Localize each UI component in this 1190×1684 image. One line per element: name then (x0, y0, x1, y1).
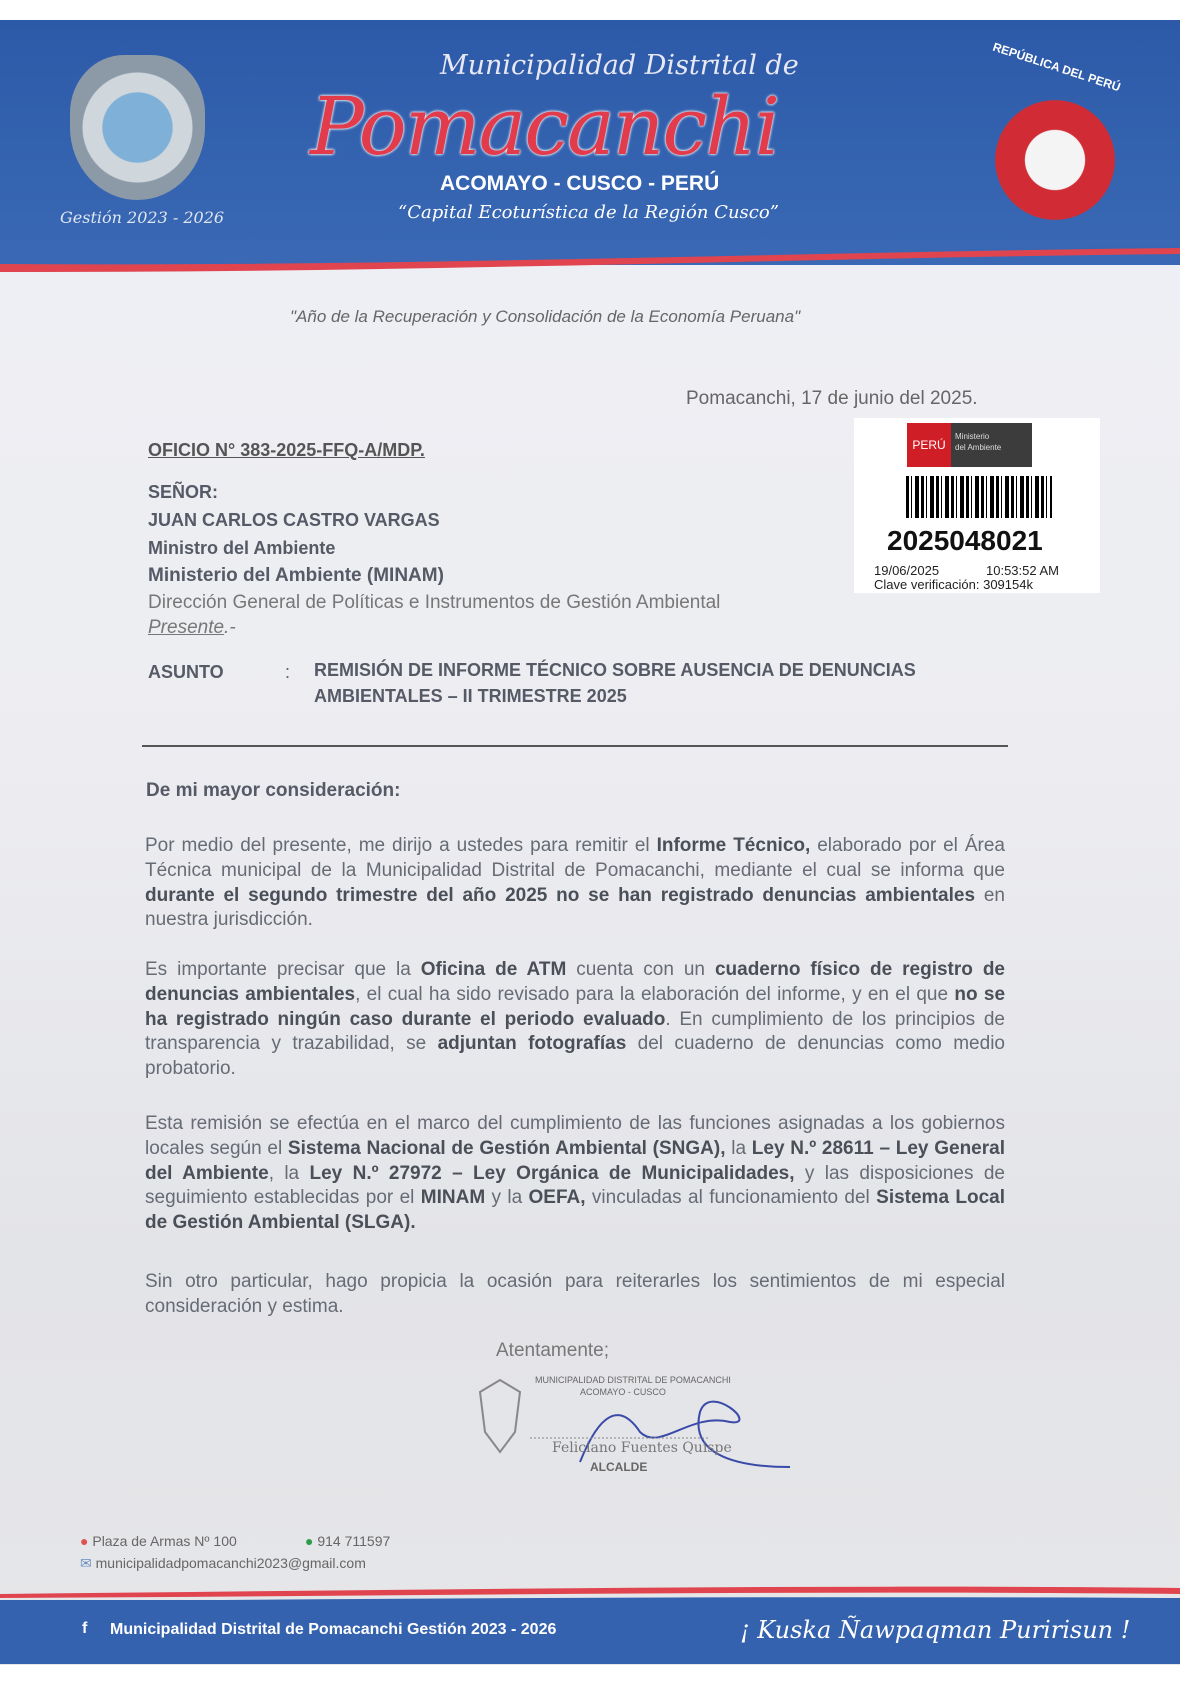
peru-coat-of-arms-icon (995, 100, 1115, 220)
municipality-prefix: Municipalidad Distrital de (440, 50, 799, 81)
barcode-icon (906, 476, 1052, 518)
municipality-name: Pomacanchi (310, 80, 779, 173)
bold-text-segment: Ley N.º 28611 – Ley General del Ambiente (145, 1137, 1005, 1184)
body-paragraph-4 (145, 1270, 1005, 1320)
bold-text-segment: Sistema Local de Gestión Ambiental (SLGA). (145, 1187, 1005, 1234)
text-segment: elaborado por el Área Técnica municipal de la Municipalidad Distrital de Pomacanchi, mediante el cual se informa que (145, 835, 1005, 881)
asunto-line1: REMISIÓN DE INFORME TÉCNICO SOBRE AUSENCIA DE DENUNCIAS (314, 660, 916, 680)
letterhead (0, 20, 1180, 265)
registration-number: 2025048021 (887, 525, 1043, 556)
facebook-icon: f (82, 1620, 88, 1637)
whatsapp-icon: ● (305, 1533, 314, 1549)
bold-text-segment: cuaderno físico de registro de denuncias ambientales (145, 959, 1005, 1005)
footer-band (0, 1600, 1180, 1664)
text-segment: y la (485, 1187, 529, 1209)
municipal-crest-icon (70, 55, 205, 200)
signer-name: Feliciano Fuentes Quispe (552, 1440, 732, 1456)
recipient-institution: Ministerio del Ambiente (MINAM) (148, 565, 444, 586)
text-segment: cuenta con un (566, 959, 715, 980)
body-paragraph-3 (145, 1112, 1005, 1236)
verification-code: Clave verificación: 309154k (874, 577, 1033, 592)
header-wave-divider (0, 240, 1180, 285)
body-paragraph-1 (145, 834, 1005, 933)
bold-text-segment: no se ha registrado ningún caso durante el periodo evaluado (145, 983, 1006, 1030)
year-motto: "Año de la Recuperación y Consolidación de la Economía Peruana" (290, 307, 801, 326)
text-segment: en nuestra jurisdicción. (145, 884, 1005, 931)
signature-block (470, 1372, 790, 1482)
logo-ministry-line1: Ministerio (955, 432, 990, 441)
text-segment: y las disposiciones de seguimiento establecidas por el (145, 1162, 1005, 1209)
text-segment: la (725, 1137, 752, 1159)
footer-left-text: Municipalidad Distrital de Pomacanchi Gestión 2023 - 2026 (110, 1621, 557, 1638)
recipient-directorate: Dirección General de Políticas e Instrumentos de Gestión Ambiental (148, 592, 721, 613)
presente-suffix: .- (224, 617, 236, 638)
ministry-logo (907, 423, 1032, 467)
recipient-name: JUAN CARLOS CASTRO VARGAS (148, 510, 440, 530)
email: municipalidadpomacanchi2023@gmail.com (95, 1555, 366, 1571)
salutation: SEÑOR: (148, 482, 219, 502)
logo-ministry-line2: del Ambiente (955, 443, 1002, 452)
asunto-label: ASUNTO (148, 662, 224, 682)
reception-stamp (854, 418, 1100, 593)
presente: Presente (148, 617, 225, 638)
gestion-label: Gestión 2023 - 2026 (60, 208, 225, 227)
text-segment: Es importante precisar que la (145, 959, 421, 980)
text-segment: , la (268, 1162, 310, 1184)
footer-motto: ¡ Kuska Ñawpaqman Puririsun ! (740, 1616, 1131, 1644)
body-paragraph-2 (145, 958, 1005, 1082)
stamp-date: 19/06/2025 (874, 563, 940, 578)
text-segment: del cuaderno de denuncias como medio probatorio. (145, 1033, 1005, 1080)
bold-text-segment: MINAM (420, 1187, 486, 1209)
oficio-number: OFICIO N° 383-2025-FFQ-A/MDP. (148, 440, 425, 460)
greeting: De mi mayor consideración: (146, 780, 401, 801)
bold-text-segment: Oficina de ATM (420, 959, 567, 980)
seal-line1: MUNICIPALIDAD DISTRITAL DE POMACANCHI (535, 1375, 731, 1385)
republic-label: REPÚBLICA DEL PERÚ (991, 39, 1123, 95)
text-segment: , el cual ha sido revisado para la elaboración del informe, y en el que (355, 983, 955, 1005)
text-segment: . En cumplimiento de los principios de transparencia y trazabilidad, se (145, 1008, 1006, 1055)
bold-text-segment: Informe Técnico, (656, 835, 811, 856)
region-label: ACOMAYO - CUSCO - PERÚ (440, 172, 720, 195)
bold-text-segment: Sistema Nacional de Gestión Ambiental (SNGA), (287, 1137, 726, 1159)
bold-text-segment: OEFA, (528, 1187, 586, 1209)
text-segment: vinculadas al funcionamiento del (585, 1187, 877, 1209)
recipient-position: Ministro del Ambiente (148, 538, 336, 558)
text-segment: Sin otro particular, hago propicia la ocasión para reiterarles los sentimientos de mi especial consideración y estima. (145, 1271, 1005, 1317)
location-pin-icon: ● (80, 1533, 89, 1549)
logo-country: PERÚ (907, 423, 951, 467)
text-segment: Por medio del presente, me dirijo a ustedes para remitir el (145, 835, 657, 856)
asunto-line2: AMBIENTALES – II TRIMESTRE 2025 (314, 686, 627, 706)
bold-text-segment: Ley N.º 27972 – Ley Orgánica de Municipalidades, (309, 1162, 795, 1184)
date-line: Pomacanchi, 17 de junio del 2025. (686, 388, 978, 409)
text-segment: Esta remisión se efectúa en el marco del cumplimiento de las funciones asignadas a los gobiernos locales según el (145, 1113, 1005, 1159)
stamp-time: 10:53:52 AM (986, 563, 1059, 578)
phone: 914 711597 (317, 1533, 391, 1549)
seal-line2: ACOMAYO - CUSCO (580, 1387, 666, 1397)
asunto-colon: : (285, 662, 291, 682)
subject-divider (142, 745, 1008, 747)
email-icon: ✉ (80, 1555, 92, 1571)
address: Plaza de Armas Nº 100 (92, 1533, 237, 1549)
closing: Atentamente; (496, 1340, 610, 1361)
signer-role: ALCALDE (590, 1460, 648, 1474)
bold-text-segment: adjuntan fotografías (437, 1033, 627, 1055)
slogan: “Capital Ecoturística de la Región Cusco” (398, 202, 779, 223)
bold-text-segment: durante el segundo trimestre del año 2025 no se han registrado denuncias ambientales (145, 884, 976, 906)
